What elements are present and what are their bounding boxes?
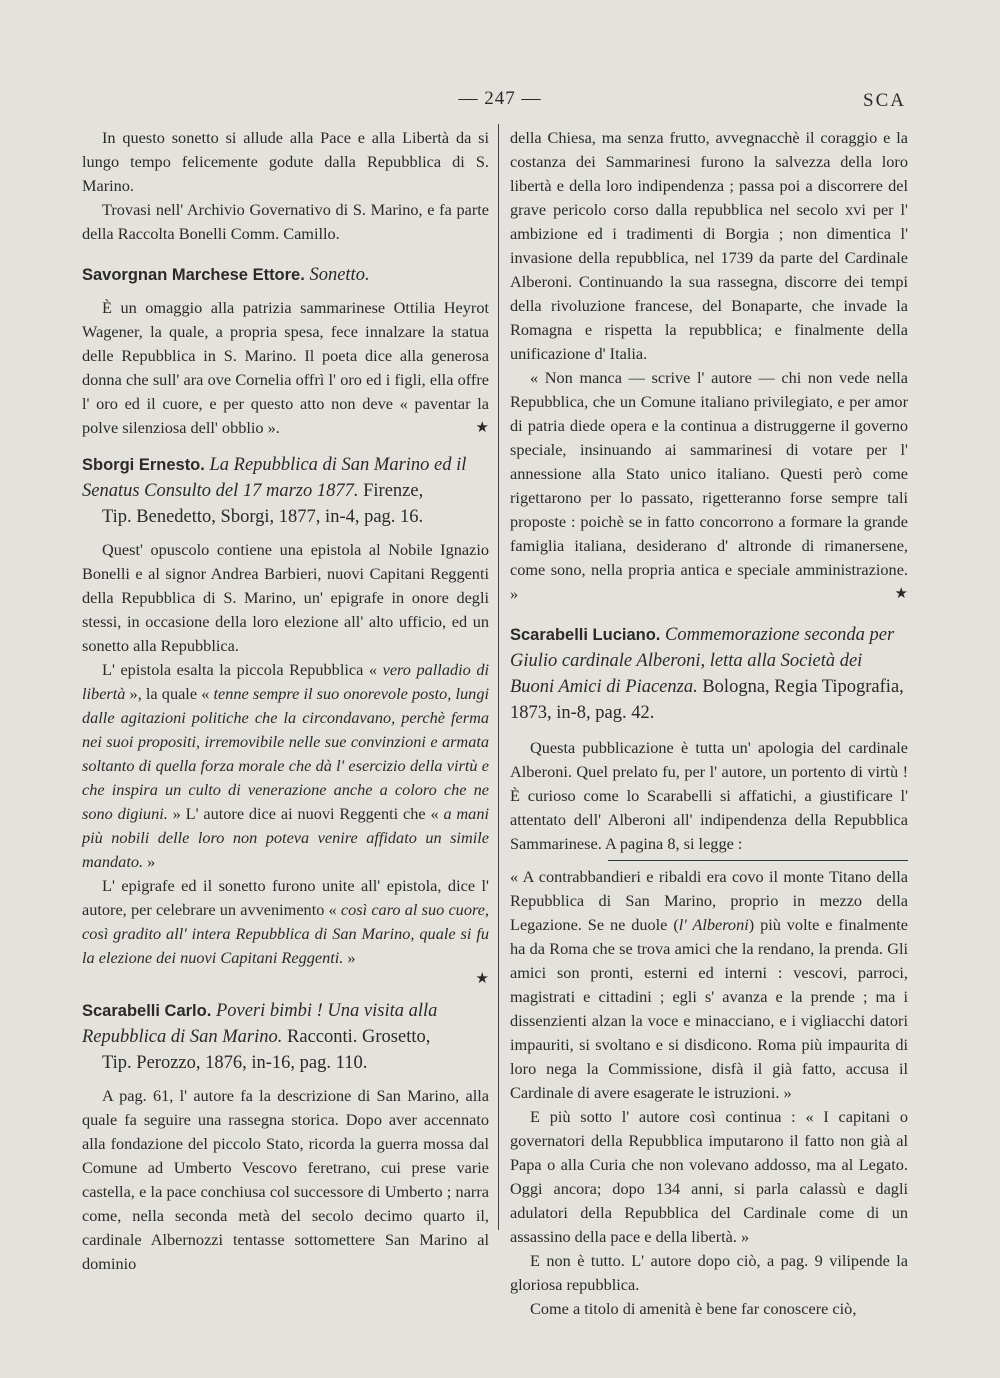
quote-span: tenne sempre il suo onorevole posto, lungi dalle agitazioni politiche che la circondavano, perchè ferma nei suoi propositi, irremovibile nelle sue convinzioni e armata soltanto di quella forza morale che dà l' esercizio della virtù e che inspira un culto di venerazione anche a coloro che ne sono digiuni. [82, 684, 489, 823]
entry-author: Scarabelli Luciano. [510, 626, 661, 644]
quote-span: così caro al suo cuore, così gradito all' intera Repubblica di San Marino, quale si fu la elezione dei nuovi Capitani Reggenti. [82, 900, 489, 967]
star-icon: ★ [475, 971, 489, 987]
entry-publisher: Racconti. Grosetto, [287, 1027, 431, 1047]
text-span: » [343, 948, 356, 967]
bibliography-entry-heading [82, 262, 489, 288]
text-span: » [143, 852, 156, 871]
entry-author: Scarabelli Carlo. [82, 1002, 212, 1020]
paragraph-text: È un omaggio alla patrizia sammarinese Ottilia Heyrot Wagener, la quale, a propria spesa, fece innalzare la statua delle Repubblica in S. Marino. Il poeta dice alla generosa donna che sull' ara ove Cornelia offrì l' oro ed i figli, ella offre l' oro ed il cuore, e per questo atto non deve « paventar la polve silenziosa dell' obblio ». [82, 298, 489, 437]
paragraph: Quest' opuscolo contiene una epistola al Nobile Ignazio Bonelli e al signor Andrea Barbieri, nuovi Capitani Reggenti della Repubblica di S. Marino, un' epigrafe in onore degli stessi, in occasione della loro elezione all' alto ufficio, ed un sonetto alla Repubblica. [82, 540, 489, 655]
entry-imprint: Bologna, Regia Tipografia, 1873, in-8, pag. 42. [510, 677, 904, 723]
paragraph: A pag. 61, l' autore fa la descrizione di San Marino, alla quale fa seguire una rassegna storica. Dopo aver accennato alla fondazione del piccolo Stato, ricorda la guerra mossa dal Comune ad Umberto Vescovo feretrano, cui prese varie castella, e la pace conchiusa col successore di Umberto ; narra come, nella seconda metà del secolo decimo quarto il, cardinale Albernozzi tentasse sottomettere San Marino al dominio [82, 1086, 489, 1273]
paragraph: Questa pubblicazione è tutta un' apologia del cardinale Alberoni. Quel prelato fu, per l' autore, un portento di virtù ! È curioso come lo Scarabelli si affatichi, a giustificare l' attentato dell' Alberoni all' indipendenza della Repubblica Sammarinese. A pagina 8, si legge : [510, 738, 908, 853]
paragraph: In questo sonetto si allude alla Pace e alla Libertà da si lungo tempo felicemente godute dalla Repubblica di S. Marino. [82, 128, 489, 195]
paragraph: E più sotto l' autore così continua : « I capitani o governatori della Repubblica imputarono il fatto non già al Papa o alla Curia che non volevano addosso, ma al Legato. Oggi ancora; dopo 134 anni, si parla calassù e dagli adulatori della Repubblica del Cardinale come di un assassino della pace e della libertà. » [510, 1107, 908, 1246]
paragraph [82, 658, 489, 874]
text-span: L' epistola esalta la piccola Repubblica « [102, 660, 383, 679]
left-column [82, 126, 489, 1276]
text-span: « A contrabbandieri e ribaldi era covo il monte Titano della Repubblica di San Marino, proprio in mezzo della Legazione. Se ne duole ( [510, 867, 908, 934]
paragraph: Come a titolo di amenità è bene far conoscere ciò, [530, 1299, 857, 1318]
star-icon: ★ [475, 420, 489, 436]
paragraph [82, 296, 489, 440]
entry-publisher: Firenze, [363, 481, 424, 501]
bibliography-entry-heading [82, 998, 489, 1076]
entry-imprint: Tip. Benedetto, Sborgi, 1877, in-4, pag. 16. [102, 507, 424, 527]
paragraph: Trovasi nell' Archivio Governativo di S. Marino, e fa parte della Raccolta Bonelli Comm. Camillo. [82, 200, 489, 243]
paragraph-text: « Non manca — scrive l' autore — chi non vede nella Repubblica, che un Comune italiano privilegiato, e per amor di patria diede opera e la continua a distruggerne il governo speciale, insinuando ai sammarinesi di votare per l' annessione alla Stato unico italiano. Questi però come rigettarono per lo passato, rigetteranno forse sempre tali proposte : poichè se in fatto concorrono a formare la grande famiglia italiana, desiderano d' altronde di rimanersene, come sono, nella propria antica e speciale amministrazione. » [510, 368, 908, 603]
text-span: », la quale « [125, 684, 214, 703]
entry-imprint: Tip. Perozzo, 1876, in-16, pag. 110. [102, 1053, 368, 1073]
text-span: L' epigrafe ed il sonetto furono unite all' epistola, dice l' autore, per celebrare un avvenimento « [82, 876, 489, 919]
text-span: » L' autore dice ai nuovi Reggenti che « [167, 804, 444, 823]
text-span: ) più volte e finalmente ha da Roma che se trova amici che la rendano, la prenda. Gli amici son pronti, esterni ed interni : vescovi, parroci, magistrati e cittadini ; egli s' avanza e la prende ; ma i dissenzienti alzan la voce e minacciano, e i vigliacchi datori impauriti, si svoltano e si disdicono. Roma più impaurita di loro nega la Commissione, disfà il già fatto, accusa il Cardinale di avere esagerate le istruzioni. » [510, 915, 909, 1102]
quote-span: l' Alberoni [678, 915, 749, 934]
entry-author: Sborgi Ernesto. [82, 456, 205, 474]
entry-title: La Repubblica di San Marino ed il Senatus Consulto del 17 marzo 1877. [82, 455, 467, 501]
entry-title: Sonetto. [309, 265, 370, 285]
paragraph [82, 874, 489, 970]
quote-span: a mani più nobili delle loro non poteva venire affidato un simile mandato. [82, 804, 489, 871]
paragraph [510, 366, 908, 606]
running-head: SCA [863, 90, 906, 111]
bibliography-entry-heading [82, 452, 489, 530]
page-number: — 247 — [458, 88, 542, 109]
paragraph: della Chiesa, ma senza frutto, avvegnacchè il coraggio e la costanza dei Sammarinesi furono la salvezza della loro libertà e della loro indipendenza ; passa poi a discorrere del grave pericolo corso dalla repubblica nel secolo xvi per l' ambizione ed i tradimenti di Borgia ; non dimentica l' invasione della repubblica, nel 1739 da parte del Cardinale Alberoni. Continuando la sua rassegna, discorre dei tempi della rivoluzione francese, del Bonaparte, che invade la Romagna e rispetta la repubblica; e finalmente della unificazione d' Italia. [510, 128, 908, 363]
paragraph: E non è tutto. L' autore dopo ciò, a pag. 9 vilipende la gloriosa repubblica. [510, 1251, 908, 1294]
entry-title: Commemorazione seconda per Giulio cardinale Alberoni, letta alla Società dei Buoni Amici di Piacenza. [510, 625, 895, 697]
right-column [510, 126, 908, 1321]
bibliography-entry-heading [510, 622, 908, 726]
quote-span: vero palladio di libertà [82, 660, 490, 703]
star-icon: ★ [894, 586, 908, 602]
entry-title: Poveri bimbi ! Una visita alla Repubblica di San Marino. [82, 1001, 438, 1047]
column-divider [498, 124, 499, 1230]
rule [608, 860, 908, 861]
paragraph [510, 865, 908, 1105]
entry-author: Savorgnan Marchese Ettore. [82, 266, 305, 284]
